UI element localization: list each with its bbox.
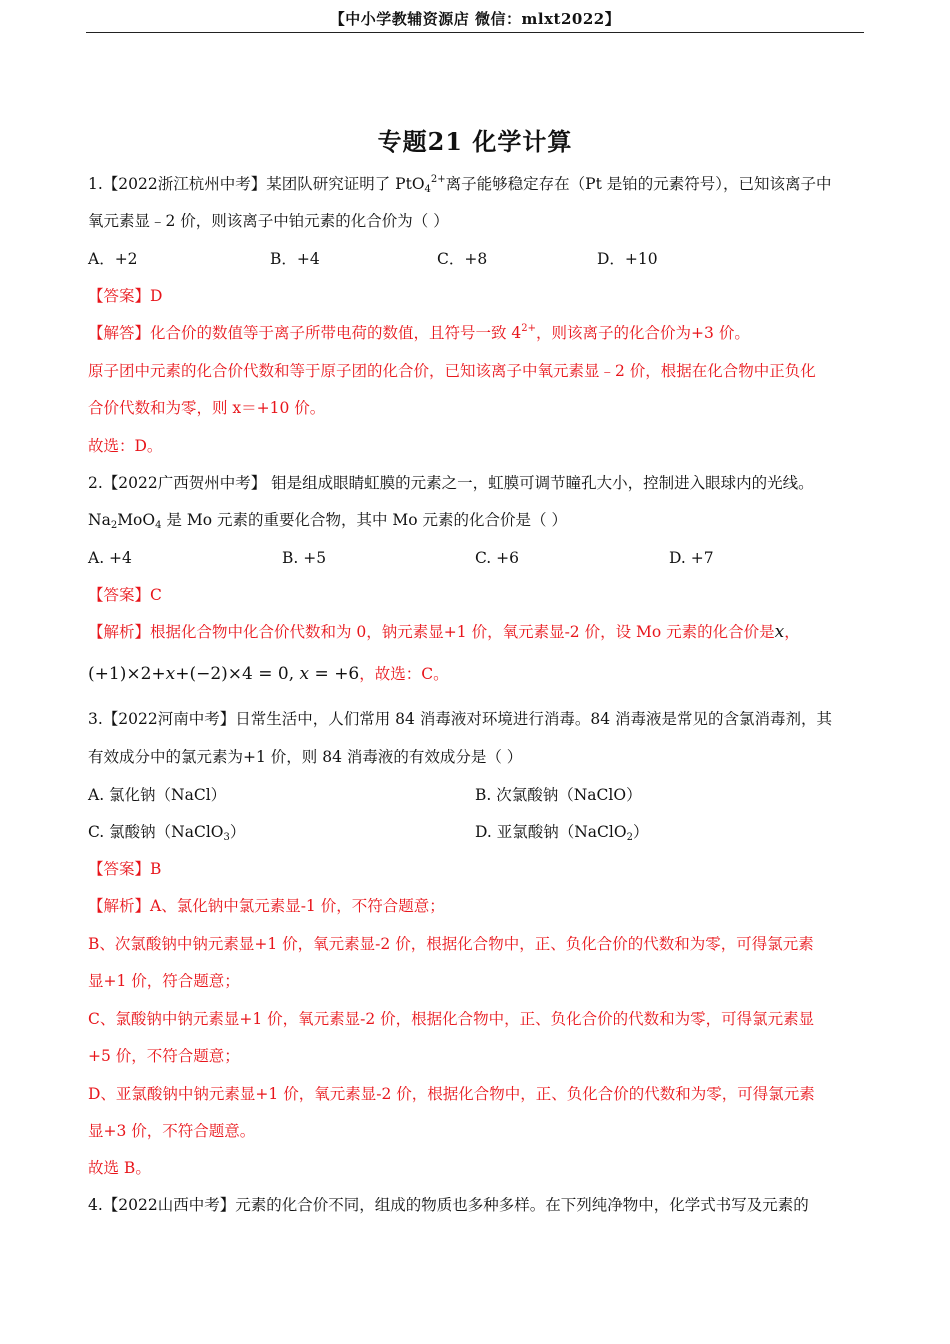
q2-explanation-line2: (+1)×2+x+(−2)×4 = 0, x = +6，故选：C。: [88, 664, 449, 684]
header-divider: [86, 32, 864, 33]
q1-answer: 【答案】D: [88, 287, 163, 305]
q3-answer: 【答案】B: [88, 860, 162, 878]
q3-option-c: C. 氯酸钠（NaClO$_3$）: [88, 823, 246, 843]
q2-option-b: B. +5: [282, 549, 327, 567]
q1-option-b: B．+4: [270, 250, 320, 268]
q2-option-c: C. +6: [475, 549, 520, 567]
q2-stem-line1: 2.【2022广西贺州中考】 钼是组成眼睛虹膜的元素之一，虹膜可调节瞳孔大小，控制进入眼球内的光线。: [88, 474, 814, 492]
q4-stem-line1: 4.【2022山西中考】元素的化合价不同，组成的物质也多种多样。在下列纯净物中，化学式书写及元素的: [88, 1196, 809, 1214]
q3-explanation-d1: D、亚氯酸钠中钠元素显+1 价，氧元素显-2 价，根据化合物中，正、负化合价的代数和为零，可得氯元素: [88, 1085, 815, 1103]
q3-source: 3.【2022河南中考】: [88, 710, 236, 728]
q3-explanation-a: 【解析】A、氯化钠中氯元素显-1 价，不符合题意；: [88, 897, 445, 915]
q2-equation: (+1)×2+x+(−2)×4 = 0, x = +6: [88, 664, 360, 684]
q2-variable-x: x: [774, 622, 785, 642]
page-title: 专题21 化学计算: [377, 127, 573, 156]
q3-explanation-d2: 显+3 价，不符合题意。: [88, 1122, 256, 1140]
q1-option-a: A．+2: [88, 250, 138, 268]
q3-explanation-c2: +5 价，不符合题意；: [88, 1047, 240, 1065]
q2-option-a: A. +4: [88, 549, 132, 567]
q3-option-b: B. 次氯酸钠（NaClO）: [475, 786, 642, 804]
q1-option-c: C．+8: [437, 250, 488, 268]
q2-answer: 【答案】C: [88, 586, 162, 604]
q3-explanation-c1: C、氯酸钠中钠元素显+1 价，氧元素显-2 价，根据化合物中，正、负化合价的代数和为零，可得氯元素显: [88, 1010, 815, 1028]
q1-option-d: D．+10: [597, 250, 658, 268]
q1-explanation-line1: 【解答】化合价的数值等于离子所带电荷的数值，且符号一致 $4^{2+}$，则该离子的化合价为+3 价。: [88, 323, 750, 342]
q3-choice: 故选 B。: [88, 1159, 151, 1177]
q2-explanation-line1: 【解析】根据化合物中化合价代数和为 0，钠元素显+1 价，氧元素显-2 价，设 Mo 元素的化合价是x，: [88, 622, 800, 642]
q3-explanation-b2: 显+1 价，符合题意；: [88, 972, 240, 990]
q3-stem-line2: 有效成分中的氯元素为+1 价，则 84 消毒液的有效成分是（ ）: [88, 748, 523, 766]
q3-stem-line1: 3.【2022河南中考】日常生活中，人们常用 84 消毒液对环境进行消毒。84 消毒液是常见的含氯消毒剂，其: [88, 710, 832, 728]
q3-option-d: D. 亚氯酸钠（NaClO$_2$）: [475, 823, 649, 843]
q1-stem-line1: 1.【2022浙江杭州中考】某团队研究证明了 PtO$_4^{2+}$离子能够稳定存在（Pt 是铂的元素符号），已知该离子中: [88, 174, 832, 195]
page-header: 【中小学教辅资源店 微信：mlxt2022】: [329, 10, 621, 28]
q1-explanation-line2: 原子团中元素的化合价代数和等于原子团的化合价，已知该离子中氧元素显﹣2 价，根据在化合物中正负化: [88, 362, 816, 380]
q1-stem-line2: 氧元素显﹣2 价，则该离子中铂元素的化合价为（ ）: [88, 212, 449, 230]
q4-source: 4.【2022山西中考】: [88, 1196, 236, 1214]
q3-option-a: A. 氯化钠（NaCl）: [88, 786, 227, 804]
q2-stem-line2: $Na_2MoO_4$ 是 Mo 元素的重要化合物，其中 Mo 元素的化合价是（ ）: [88, 511, 567, 531]
q3-explanation-b1: B、次氯酸钠中钠元素显+1 价，氧元素显-2 价，根据化合物中，正、负化合价的代数和为零，可得氯元素: [88, 935, 814, 953]
q2-option-d: D. +7: [669, 549, 714, 567]
q1-choice: 故选：D。: [88, 437, 163, 455]
q1-explanation-line3: 合价代数和为零，则 x＝+10 价。: [88, 399, 326, 417]
q1-source: 1.【2022浙江杭州中考】: [88, 175, 267, 193]
q2-source: 2.【2022广西贺州中考】: [88, 474, 267, 492]
